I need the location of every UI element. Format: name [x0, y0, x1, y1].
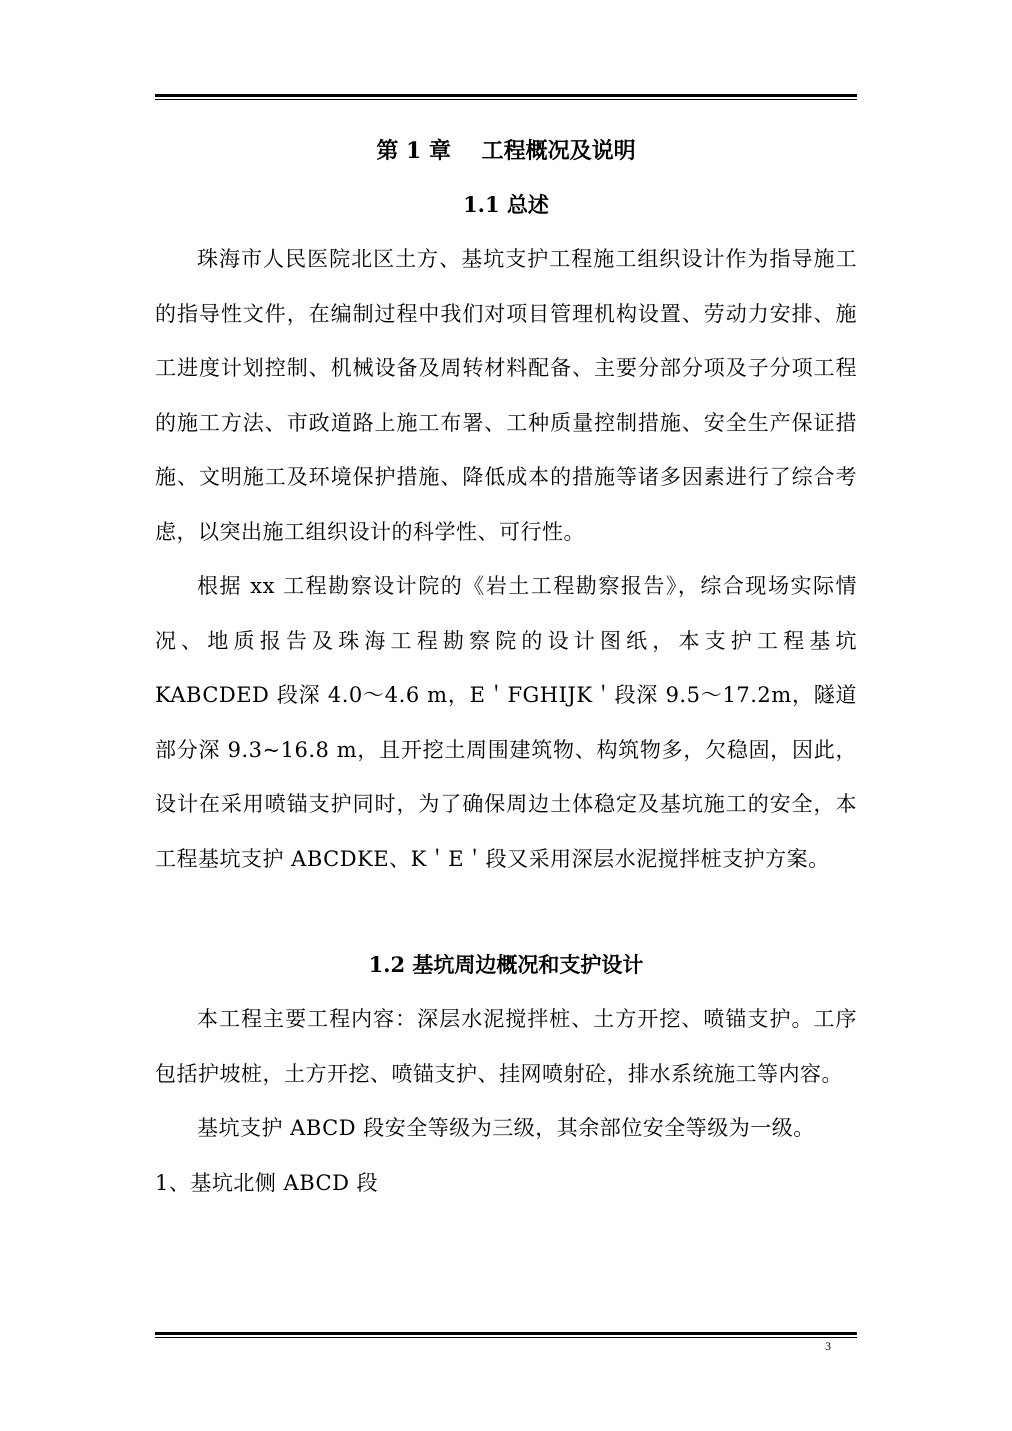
section-title-pit-support: 1.2 基坑周边概况和支护设计	[368, 952, 644, 977]
paragraph-overview-1: 珠海市人民医院北区土方、基坑支护工程施工组织设计作为指导施工的指导性文件，在编制过程中我们对项目管理机构设置、劳动力安排、施工进度计划控制、机械设备及周转材料配备、主要分部分项及子分项工程的施工方法、市政道路上施工布署、工种质量控制措施、安全生产保证措施、文明施工及环境保护措施、降低成本的措施等诸多因素进行了综合考虑，以突出施工组织设计的科学性、可行性。	[155, 247, 857, 544]
page-number: 3	[825, 1339, 831, 1353]
chapter-title: 第 1 章 工程概况及说明	[376, 138, 636, 164]
list-item-north-section: 1、基坑北侧 ABCD 段	[155, 1170, 379, 1195]
paragraph-pit-support-1: 本工程主要工程内容：深层水泥搅拌桩、土方开挖、喷锚支护。工序包括护坡桩，土方开挖、喷锚支护、挂网喷射砼，排水系统施工等内容。	[155, 1007, 857, 1086]
footer-rule	[155, 1332, 857, 1338]
header-rule	[155, 94, 857, 100]
paragraph-pit-support-2: 基坑支护 ABCD 段安全等级为三级，其余部位安全等级为一级。	[197, 1116, 815, 1140]
paragraph-overview-2: 根据 xx 工程勘察设计院的《岩土工程勘察报告》，综合现场实际情况、地质报告及珠海工程勘察院的设计图纸，本支护工程基坑 KABCDED 段深 4.0～4.6 m，E＇FGHIJK＇段深 9.5～17.2m，隧道部分深 9.3~16.8 m，且开挖土周围建筑物、构筑物多，欠稳固，因此，设计在采用喷锚支护同时，为了确保周边土体稳定及基坑施工的安全，本工程基坑支护 ABCDKE、K＇E＇段又采用深层水泥搅拌桩支护方案。	[155, 574, 857, 871]
page-content	[155, 124, 857, 1210]
section-title-overview: 1.1 总述	[463, 192, 549, 217]
